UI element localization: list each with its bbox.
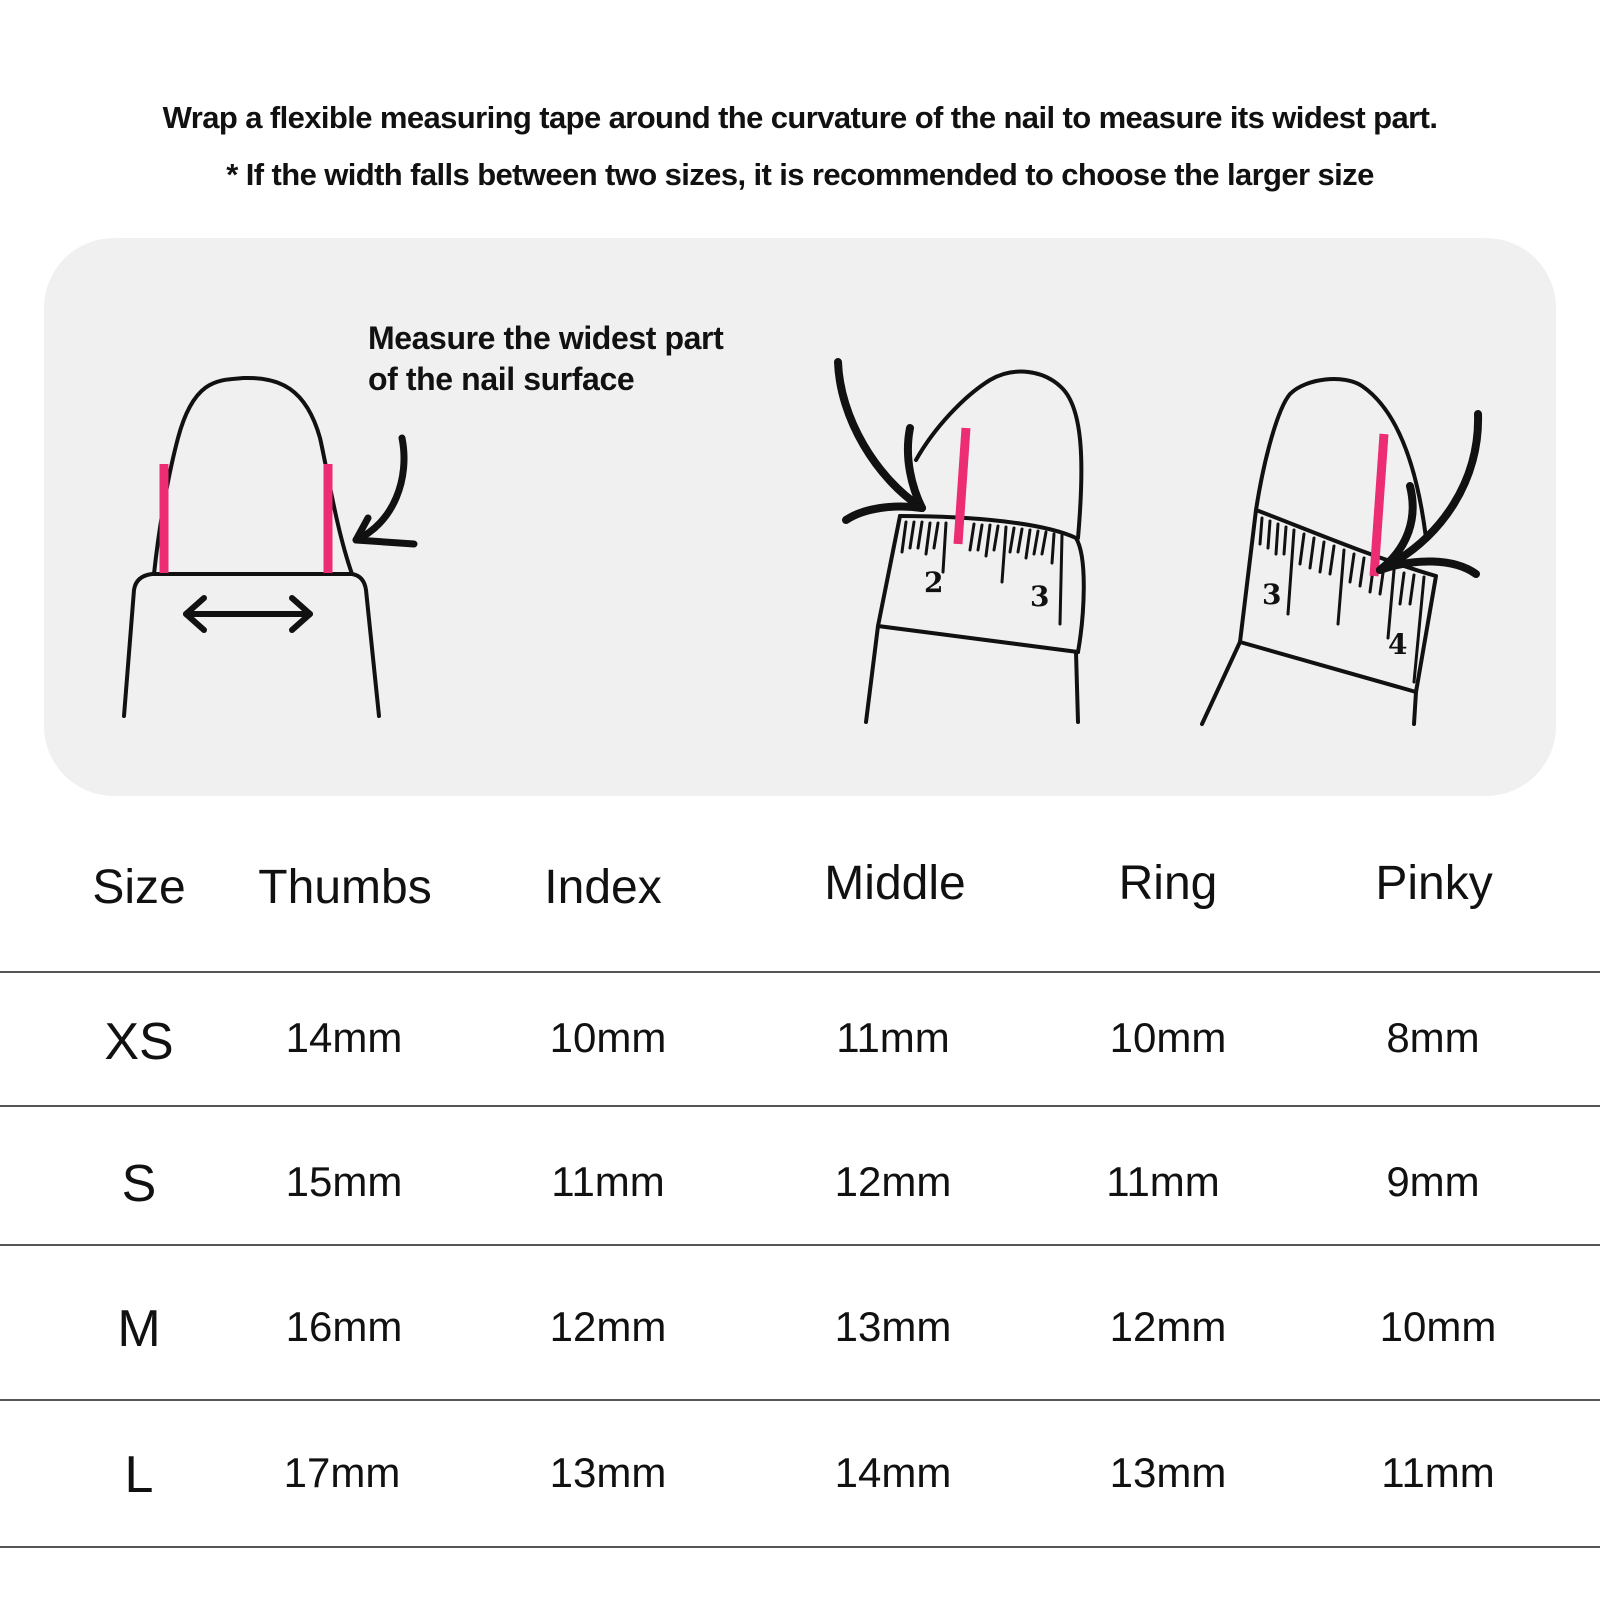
curved-arrow-icon <box>1380 414 1478 574</box>
tape-label-right-a: 3 <box>1262 578 1282 611</box>
cell-s-index: 11mm <box>551 1158 665 1205</box>
row-divider <box>0 1399 1600 1401</box>
header-ring: Ring <box>1118 857 1218 910</box>
nail-width-marker-middle <box>958 428 966 544</box>
cell-s-thumbs: 15mm <box>285 1158 403 1205</box>
illustration-caption <box>368 318 723 400</box>
intro-line-1: Wrap a flexible measuring tape around the curvature of the nail to measure its widest part. <box>162 100 1438 135</box>
cell-m-pinky: 10mm <box>1379 1303 1497 1350</box>
cell-l-thumbs: 17mm <box>283 1449 401 1496</box>
double-arrow-icon <box>186 598 310 630</box>
row-size-xs: XS <box>104 1013 174 1071</box>
finger-illustrations <box>44 238 1556 796</box>
row-size-s: S <box>121 1155 157 1213</box>
cell-m-ring: 12mm <box>1109 1303 1227 1350</box>
header-pinky: Pinky <box>1375 857 1493 910</box>
caption-line-1: Measure the widest part <box>368 320 724 356</box>
row-divider <box>0 1244 1600 1246</box>
header-middle: Middle <box>824 857 966 910</box>
header-size: Size <box>92 861 186 914</box>
row-size-l: L <box>124 1446 154 1504</box>
cell-xs-ring: 10mm <box>1109 1014 1227 1061</box>
cell-xs-index: 10mm <box>549 1014 667 1061</box>
cell-m-index: 12mm <box>549 1303 667 1350</box>
row-divider <box>0 1105 1600 1107</box>
tape-label-right-b: 4 <box>1388 628 1408 661</box>
cell-l-pinky: 11mm <box>1381 1449 1495 1496</box>
cell-l-ring: 13mm <box>1109 1449 1227 1496</box>
header-index: Index <box>544 861 662 914</box>
row-divider <box>0 1546 1600 1548</box>
tape-label-left-a: 2 <box>924 566 944 599</box>
row-divider <box>0 971 1600 973</box>
cell-l-middle: 14mm <box>834 1449 952 1496</box>
header-thumbs: Thumbs <box>258 861 432 914</box>
illustration-panel <box>44 238 1556 796</box>
caption-line-2: of the nail surface <box>368 361 635 397</box>
row-size-m: M <box>117 1300 161 1358</box>
cell-m-middle: 13mm <box>834 1303 952 1350</box>
cell-xs-thumbs: 14mm <box>285 1014 403 1061</box>
curved-arrow-icon <box>838 362 922 520</box>
curved-arrow-icon <box>356 438 414 544</box>
cell-xs-pinky: 8mm <box>1386 1014 1480 1061</box>
cell-m-thumbs: 16mm <box>285 1303 403 1350</box>
tape-label-left-b: 3 <box>1030 580 1050 613</box>
intro-line-2: * If the width falls between two sizes, it is recommended to choose the larger size <box>226 157 1374 192</box>
cell-xs-middle: 11mm <box>836 1014 950 1061</box>
cell-s-middle: 12mm <box>834 1158 952 1205</box>
finger-tape-view-left <box>866 372 1084 722</box>
nail-width-marker-ring <box>1374 434 1384 576</box>
cell-s-pinky: 9mm <box>1386 1158 1480 1205</box>
cell-l-index: 13mm <box>549 1449 667 1496</box>
cell-s-ring: 11mm <box>1106 1158 1220 1205</box>
